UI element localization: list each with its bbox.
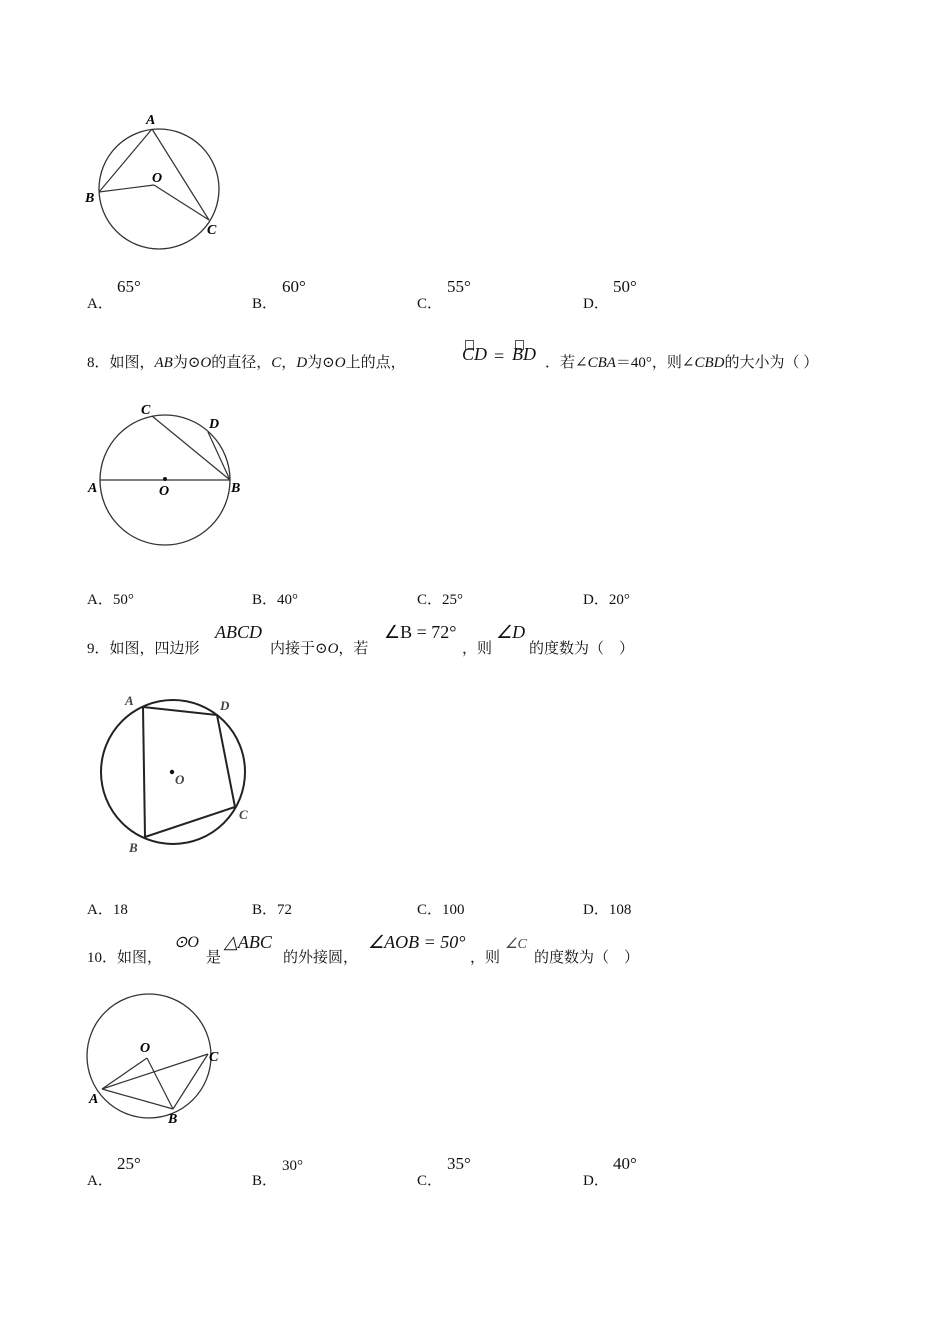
q9-label-O: O [175, 772, 185, 787]
q8-o: O [200, 355, 212, 371]
q7-option-c-letter: C． [417, 296, 443, 312]
q10-option-c-letter: C． [417, 1173, 443, 1189]
q10-segment-AC [102, 1054, 208, 1089]
q9-center-dot [170, 770, 174, 774]
q9-label-B: B [129, 840, 138, 855]
q10-option-a-letter: A． [87, 1173, 113, 1189]
q7-circle [99, 129, 219, 249]
q8-d: D [296, 355, 308, 371]
q10-label-O: O [140, 1041, 151, 1056]
q9-angle-d: ∠D [496, 622, 526, 642]
q8-text: 为⊙ [172, 355, 201, 371]
q8-option-d [583, 591, 630, 609]
q9-text-d: 的度数为（ ） [529, 641, 635, 657]
q9-quadrilateral [143, 707, 235, 837]
q7-option-b [252, 278, 352, 314]
q8-text: 的直径， [211, 355, 272, 371]
q10-text-c: ，则 [470, 950, 501, 966]
q8-option-b [252, 591, 298, 609]
q8-arc-bd: BD [512, 344, 536, 364]
q7-option-d [583, 278, 683, 314]
q7-option-c-value: 55° [447, 277, 471, 296]
q10-circle [87, 994, 211, 1118]
q10-number: 10．如图， [87, 950, 163, 966]
q10-option-b-value: 30° [282, 1158, 303, 1174]
q7-label-C: C [207, 223, 217, 238]
q8-text: ， [281, 355, 297, 371]
q10-figure [80, 985, 240, 1130]
q8-option-d-letter: D． [583, 592, 609, 608]
q9-text-b: ，若 [338, 641, 369, 657]
q8-center-dot [163, 477, 167, 481]
q10-option-d [583, 1155, 683, 1191]
q9-option-a [87, 901, 128, 919]
q7-option-c [417, 278, 517, 314]
q10-segment-AO [102, 1058, 147, 1089]
q8-equals: = [494, 346, 505, 366]
q8-option-b-letter: B． [252, 592, 278, 608]
q10-option-c [417, 1155, 517, 1191]
q9-quad: ABCD [215, 622, 262, 642]
q8-number: 8．如图， [87, 355, 155, 371]
q8-option-c-letter: C． [417, 592, 443, 608]
q10-segment-OB [147, 1058, 173, 1109]
q9-label-A: A [125, 693, 134, 708]
q7-segment-OC [154, 185, 209, 220]
q8-option-c [417, 591, 463, 609]
q8-label-A: A [88, 481, 98, 496]
q10-label-A: A [89, 1092, 99, 1107]
q9-label-C: C [239, 807, 248, 822]
q10-option-d-value: 40° [613, 1154, 637, 1173]
q10-option-b-letter: B． [252, 1173, 278, 1189]
q9-option-d-value: 108 [608, 902, 632, 918]
q7-option-a-letter: A． [87, 296, 113, 312]
q10-angle-aob: ∠AOB = 50° [368, 932, 466, 952]
q7-option-d-value: 50° [613, 277, 637, 296]
q7-option-a-value: 65° [117, 277, 141, 296]
q9-text-a: 内接于⊙ [270, 641, 328, 657]
q7-option-d-letter: D． [583, 296, 609, 312]
q9-number: 9．如图，四边形 [87, 641, 200, 657]
q8-label-D: D [209, 417, 220, 432]
q8-o2: O [334, 355, 346, 371]
q8-label-B: B [231, 481, 241, 496]
q10-text-a: 是 [206, 950, 222, 966]
q8-figure [80, 398, 250, 553]
q8-stem [87, 354, 406, 372]
q9-option-d-letter: D． [583, 902, 609, 918]
q8-segment-DB [208, 432, 230, 480]
q10-option-a [87, 1155, 187, 1191]
q9-text-c: ，则 [462, 641, 493, 657]
q10-text-b: 的外接圆， [283, 950, 359, 966]
q10-circle-o: ⊙O [174, 934, 199, 951]
q8-ab: AB [154, 355, 173, 371]
q9-option-c-value: 100 [442, 902, 465, 918]
q9-angle-b: ∠B = 72° [384, 622, 457, 642]
q10-option-d-letter: D． [583, 1173, 609, 1189]
q8-cba: CBA [587, 355, 616, 371]
q8-text: 为⊙ [307, 355, 335, 371]
q10-option-b [252, 1155, 352, 1191]
q9-option-d [583, 901, 631, 919]
q8-option-a [87, 591, 134, 609]
q10-option-a-value: 25° [117, 1154, 141, 1173]
q10-label-B: B [168, 1112, 178, 1127]
q7-option-a [87, 278, 187, 314]
q10-option-c-value: 35° [447, 1154, 471, 1173]
q9-o: O [327, 641, 339, 657]
q9-option-b-letter: B． [252, 902, 278, 918]
q8-option-b-value: 40° [277, 592, 299, 608]
q8-text: ＝40°，则∠ [615, 355, 695, 371]
q9-option-a-letter: A． [87, 902, 113, 918]
q7-label-O: O [152, 171, 163, 186]
q8-c: C [271, 355, 282, 371]
q8-stem-tail [545, 354, 818, 372]
q9-text [270, 640, 368, 658]
q7-option-b-letter: B． [252, 296, 278, 312]
q10-label-C: C [209, 1050, 219, 1065]
q8-label-C: C [141, 403, 151, 418]
q10-segment-BC [173, 1054, 208, 1109]
q8-text: 的大小为（ ） [724, 355, 819, 371]
q9-option-b-value: 72 [277, 902, 293, 918]
q9-option-a-value: 18 [112, 902, 128, 918]
q7-option-b-value: 60° [282, 277, 306, 296]
q10-text-d: 的度数为（ ） [534, 950, 640, 966]
q10-angle-c: ∠C [505, 937, 527, 952]
q8-arc-cd: CD [462, 344, 488, 364]
q7-label-A: A [146, 113, 156, 128]
q9-option-c [417, 901, 465, 919]
q7-label-B: B [85, 191, 95, 206]
q7-segment-BO [99, 185, 154, 192]
q8-arc-equation [462, 340, 557, 370]
q7-figure [80, 110, 230, 260]
q9-label-D: D [220, 698, 230, 713]
q10-triangle: △ABC [224, 932, 272, 952]
q8-option-a-letter: A． [87, 592, 113, 608]
q8-option-d-value: 20° [608, 592, 630, 608]
q8-cbd: CBD [694, 355, 725, 371]
q8-text: ．若∠ [545, 355, 588, 371]
q9-option-c-letter: C． [417, 902, 443, 918]
q9-option-b [252, 901, 292, 919]
q8-text: 上的点， [345, 355, 406, 371]
q9-figure [96, 688, 266, 863]
q8-option-c-value: 25° [442, 592, 464, 608]
q8-label-O: O [159, 484, 170, 499]
q8-option-a-value: 50° [112, 592, 134, 608]
